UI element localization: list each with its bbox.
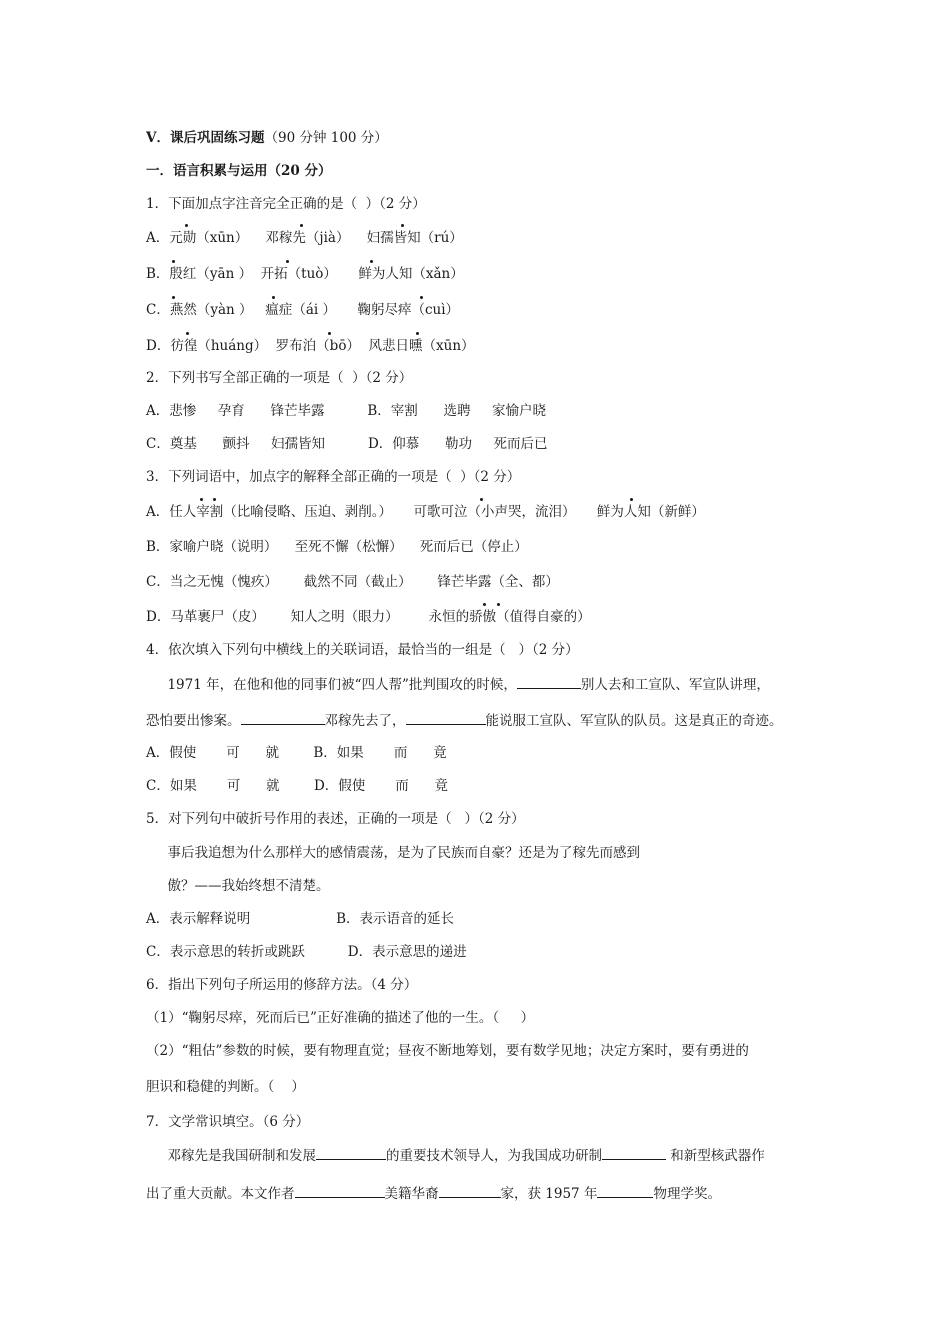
emphasis-dot <box>480 498 483 501</box>
emphasis-dot <box>185 224 188 227</box>
q1-stem: 1．下面加点字注音完全正确的是（ ）（2 分） <box>146 196 426 212</box>
q6-stem: 6．指出下列句子所运用的修辞方法。（4 分） <box>146 977 418 993</box>
emphasis-dot <box>420 296 423 299</box>
exercise-title-line <box>146 130 388 146</box>
exercise-title: Ⅴ．课后巩固练习题 <box>146 130 265 146</box>
q3-option-b: B．家喻户晓（说明） 至死不懈（松懈） 死而后已（停止） <box>146 539 528 555</box>
q1-option-c: C．燕然（yàn ） 瘟症（ái ） 鞠躬尽瘁（cuì） <box>146 302 460 318</box>
emphasis-dot <box>286 260 289 263</box>
q7-passage-text: 的重要技术领导人，为我国成功研制 <box>385 1148 602 1164</box>
q4-options-ab: A．假使 可 就 B．如果 而 竟 <box>146 745 447 761</box>
q4-stem: 4．依次填入下列句中横线上的关联词语，最恰当的一组是（ ）（2 分） <box>146 642 579 658</box>
fill-blank[interactable] <box>517 676 581 689</box>
q5-options-ab: A．表示解释说明 B．表示语音的延长 <box>146 911 454 927</box>
q4-passage-line1 <box>146 676 770 693</box>
emphasis-dot <box>416 332 419 335</box>
q2-options-ab: A．悲惨 孕育 锋芒毕露 B．宰割 选聘 家愉户晓 <box>146 403 546 419</box>
emphasis-dot <box>200 498 203 501</box>
fill-blank[interactable] <box>406 712 486 725</box>
q4-passage-text: 恐怕要出惨案。 <box>146 713 241 729</box>
q2-stem: 2．下列书写全部正确的一项是（ ）（2 分） <box>146 370 413 386</box>
fill-blank[interactable] <box>439 1185 501 1198</box>
emphasis-dot <box>401 224 404 227</box>
q1-option-b: B．殷红（yān ） 开拓（tuò） 鲜为人知（xǎn） <box>146 266 464 282</box>
fill-blank[interactable] <box>316 1147 386 1160</box>
q4-passage-text: 1971 年，在他和他的同事们被“四人帮”批判围攻的时候， <box>146 677 517 693</box>
q1-option-a: A．元勋（xūn） 邓稼先（jià） 妇孺皆知（rú） <box>146 230 463 246</box>
q4-passage-line2 <box>146 712 783 729</box>
section-heading: 一．语言积累与运用（20 分） <box>146 163 332 179</box>
q4-passage-text: 别人去和工宣队、军宣队讲理， <box>580 677 770 693</box>
q7-passage-text: 出了重大贡献。本文作者 <box>146 1186 295 1202</box>
q3-option-a: A．任人宰割（比喻侵略、压迫、剥削。） 可歌可泣（小声哭，流泪） 鲜为人知（新鲜） <box>146 504 705 520</box>
q7-passage-text: 家，获 1957 年 <box>500 1186 598 1202</box>
q3-option-d: D．马革裹尸（皮） 知人之明（眼力） 永恒的骄傲（值得自豪的） <box>146 609 591 625</box>
emphasis-dot <box>272 296 275 299</box>
q4-passage-text: 能说服工宣队、军宣队的队员。这是真正的奇迹。 <box>485 713 783 729</box>
exercise-time-note: （90 分钟 100 分） <box>264 130 388 146</box>
q2-options-cd: C．奠基 颤抖 妇孺皆知 D．仰慕 勒功 死而后已 <box>146 436 548 452</box>
q7-passage-text: 邓稼先是我国研制和发展 <box>146 1148 316 1164</box>
emphasis-dot <box>186 332 189 335</box>
q6-sentence-2-cont: 胆识和稳健的判断。（ ） <box>146 1079 305 1095</box>
emphasis-dot <box>497 603 500 606</box>
emphasis-dot <box>483 603 486 606</box>
q7-passage-text: 美籍华裔 <box>384 1186 439 1202</box>
fill-blank[interactable] <box>602 1147 666 1160</box>
q5-options-cd: C．表示意思的转折或跳跃 D．表示意思的递进 <box>146 944 467 960</box>
fill-blank[interactable] <box>295 1185 385 1198</box>
emphasis-dot <box>300 224 303 227</box>
emphasis-dot <box>630 498 633 501</box>
q6-sentence-2: （2）“粗估”参数的时候，要有物理直觉；昼夜不断地筹划，要有数学见地；决定方案时，要有勇进的 <box>146 1043 749 1059</box>
q4-options-cd: C．如果 可 就 D．假使 而 竟 <box>146 778 449 794</box>
fill-blank[interactable] <box>597 1185 653 1198</box>
q5-quote-line2: 傲？——我始终想不清楚。 <box>146 878 330 894</box>
fill-blank[interactable] <box>241 712 325 725</box>
q7-passage-line2 <box>146 1185 721 1202</box>
q4-passage-text: 邓稼先去了， <box>324 713 406 729</box>
q5-stem: 5．对下列句中破折号作用的表述，正确的一项是（ ）（2 分） <box>146 811 525 827</box>
emphasis-dot <box>172 296 175 299</box>
q1-option-d: D．彷徨（huáng） 罗布泊（bō） 风悲日曛（xūn） <box>146 338 475 354</box>
q7-passage-text: 物理学奖。 <box>653 1186 721 1202</box>
q5-quote-line1: 事后我追想为什么那样大的感情震荡，是为了民族而自豪？还是为了稼先而感到 <box>146 845 640 861</box>
emphasis-dot <box>328 332 331 335</box>
q7-passage-line1 <box>146 1147 765 1164</box>
emphasis-dot <box>213 498 216 501</box>
q3-option-c: C．当之无愧（愧疚） 截然不同（截止） 锋芒毕露（全、都） <box>146 574 559 590</box>
emphasis-dot <box>370 260 373 263</box>
q7-passage-text: 和新型核武器作 <box>665 1148 765 1164</box>
q3-stem: 3．下列词语中，加点字的解释全部正确的一项是（ ）（2 分） <box>146 469 521 485</box>
q7-stem: 7．文学常识填空。（6 分） <box>146 1114 310 1130</box>
emphasis-dot <box>172 260 175 263</box>
q6-sentence-1: （1）“鞠躬尽瘁，死而后已”正好准确的描述了他的一生。（ ） <box>146 1010 535 1026</box>
